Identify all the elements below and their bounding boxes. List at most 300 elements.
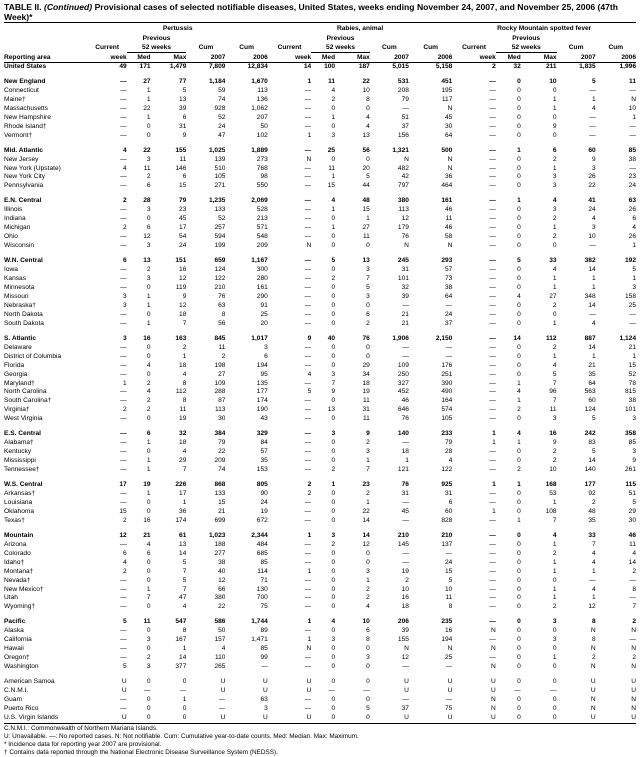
value-cell: 156 [397, 131, 409, 139]
value-cell: 1,670 [251, 77, 268, 85]
value-cell: 9 [307, 334, 312, 342]
value-cell: 2 [366, 594, 370, 602]
value-cell: 531 [397, 77, 409, 85]
value-cell: 377 [175, 663, 187, 671]
value-cell: 1 [552, 594, 557, 602]
value-cell: — [218, 696, 226, 703]
value-cell: 490 [441, 388, 453, 396]
cum-label: Cum [608, 44, 624, 52]
value-cell: 2 [517, 466, 521, 474]
value-cell: 0 [146, 498, 151, 506]
table-title [4, 2, 636, 22]
value-cell: — [304, 549, 312, 557]
table-row [4, 132, 636, 141]
table-row [4, 577, 636, 586]
value-cell: 1 [366, 576, 370, 584]
value-cell: 0 [517, 507, 521, 515]
value-cell: 13 [327, 406, 336, 414]
table-row [4, 380, 636, 389]
value-cell: 16 [143, 516, 151, 524]
value-cell: 57 [260, 448, 268, 456]
value-cell: — [304, 146, 312, 154]
value-cell: 0 [146, 645, 151, 653]
value-cell: 7 [591, 540, 596, 548]
value-cell: 1,479 [169, 63, 187, 70]
value-cell: 4 [146, 388, 151, 396]
value-cell: 11 [362, 397, 370, 405]
value-cell: 210 [441, 531, 453, 539]
value-cell: 1 [366, 457, 370, 465]
cum-2006-header: 2006 [596, 53, 636, 63]
value-cell: 0 [517, 498, 521, 506]
value-cell: — [489, 131, 496, 139]
value-cell: 1,062 [251, 104, 268, 112]
value-cell: 7 [331, 379, 336, 387]
value-cell: 63 [260, 696, 268, 703]
value-cell: 0 [146, 448, 151, 456]
value-cell: 7 [182, 466, 187, 474]
value-cell: 101 [397, 275, 409, 283]
cum-2007-header: 2007 [186, 53, 225, 63]
value-cell: — [489, 489, 496, 497]
value-cell: 0 [146, 576, 151, 584]
subheader-weeks-row [4, 43, 636, 53]
value-cell: 0 [517, 370, 521, 378]
reporting-area-cell: South Carolina† [4, 397, 52, 405]
value-cell: U [590, 678, 596, 686]
table-row [4, 705, 636, 714]
value-cell: 500 [441, 146, 453, 154]
value-cell: — [120, 627, 127, 635]
value-cell: 7 [366, 466, 370, 474]
value-cell: 78 [628, 379, 636, 387]
value-cell: 8 [448, 603, 453, 611]
value-cell: 245 [397, 257, 409, 265]
table-row [4, 147, 636, 156]
value-cell: 133 [214, 206, 226, 214]
value-cell: 5 [552, 370, 557, 378]
cum-2007-header: 2007 [370, 53, 409, 63]
value-cell: 21 [401, 319, 409, 327]
value-cell: 0 [146, 704, 151, 712]
value-cell: 5 [307, 388, 312, 396]
blank-cell [186, 34, 267, 43]
value-cell: N [404, 645, 409, 653]
value-cell: 58 [445, 233, 453, 241]
value-cell: 586 [214, 618, 226, 626]
value-cell: N [590, 663, 596, 671]
value-cell: 464 [441, 182, 453, 190]
value-cell: 0 [331, 603, 336, 611]
reporting-area-cell: W.N. Central [4, 257, 43, 265]
value-cell: 110 [214, 654, 226, 662]
value-cell: N [491, 663, 496, 671]
value-cell: 0 [517, 415, 521, 423]
value-cell: 1 [182, 498, 187, 506]
value-cell: 112 [545, 334, 557, 342]
value-cell: 0 [517, 275, 521, 283]
value-cell: 242 [584, 430, 596, 438]
value-cell: — [120, 397, 127, 405]
value-cell: 3 [146, 155, 151, 163]
value-cell: 13 [362, 131, 370, 139]
value-cell: 5 [366, 704, 370, 712]
value-cell: N [491, 645, 496, 653]
table-row [4, 481, 636, 490]
value-cell: 1 [517, 439, 521, 447]
value-cell: 0 [517, 233, 521, 241]
value-cell: 1 [366, 215, 370, 223]
value-cell: 0 [146, 283, 151, 291]
table-row [4, 397, 636, 406]
value-cell: 6 [123, 549, 127, 557]
value-cell: 49 [119, 63, 127, 70]
value-cell: 3 [632, 415, 636, 423]
reporting-area-cell: Arkansas† [4, 489, 36, 497]
value-cell: 29 [628, 507, 636, 515]
value-cell: 113 [257, 86, 268, 94]
value-cell: U [557, 714, 596, 723]
week-header: week [452, 53, 495, 63]
value-cell: 7 [182, 585, 187, 593]
value-cell: 0 [552, 645, 557, 653]
table-row [4, 645, 636, 654]
value-cell: 226 [175, 481, 187, 489]
value-cell: — [304, 406, 312, 414]
reporting-area-cell: New York (Upstate) [4, 164, 61, 172]
value-cell: 9 [591, 155, 596, 163]
value-cell: 45 [401, 507, 409, 515]
value-cell: 1 [307, 636, 312, 644]
value-cell: — [304, 206, 312, 214]
value-cell: 140 [397, 430, 409, 438]
value-cell: 46 [445, 224, 453, 232]
value-cell: — [120, 104, 127, 112]
value-cell: 3 [552, 206, 557, 214]
value-cell: 0 [517, 131, 521, 139]
value-cell: 122 [441, 466, 453, 474]
value-cell: 24 [218, 122, 226, 130]
table-row [4, 302, 636, 311]
value-cell: 210 [214, 283, 226, 291]
reporting-area-cell: Idaho† [4, 558, 25, 566]
table-row [4, 490, 636, 499]
reporting-area-cell: Montana† [4, 567, 34, 575]
value-cell: 10 [362, 86, 370, 94]
value-cell: 41 [588, 197, 596, 205]
value-cell: 0 [517, 182, 521, 190]
value-cell: 646 [397, 406, 409, 414]
value-cell: 89 [260, 627, 268, 635]
value-cell: — [120, 585, 127, 593]
value-cell: 0 [552, 576, 557, 584]
value-cell: 0 [331, 448, 336, 456]
value-cell: 9 [632, 457, 636, 465]
value-cell: 21 [628, 343, 636, 351]
value-cell: 0 [331, 567, 336, 575]
value-cell: 0 [331, 233, 336, 241]
value-cell: 31 [401, 489, 409, 497]
value-cell: — [120, 77, 127, 85]
value-cell: 1 [146, 457, 151, 465]
value-cell: — [304, 197, 312, 205]
value-cell: — [120, 131, 127, 139]
value-cell: 6 [632, 215, 636, 223]
reporting-area-cell: Colorado [4, 549, 31, 557]
value-cell: 207 [256, 113, 268, 121]
value-cell: — [402, 498, 409, 506]
reporting-area-cell: Pacific [4, 618, 26, 626]
value-cell: 327 [397, 379, 409, 387]
value-cell: 3 [552, 182, 557, 190]
table-row [4, 594, 636, 603]
value-cell: — [304, 266, 312, 274]
value-cell: — [304, 319, 312, 327]
value-cell: 63 [628, 197, 636, 205]
value-cell: 31 [362, 406, 370, 414]
value-cell: 76 [401, 415, 409, 423]
value-cell: 1 [591, 95, 596, 103]
value-cell: 4 [591, 104, 596, 112]
value-cell: 8 [591, 618, 596, 626]
value-cell: 7 [552, 379, 557, 387]
value-cell: 79 [445, 439, 453, 447]
value-cell: 11 [362, 415, 370, 423]
value-cell: — [489, 549, 496, 557]
reporting-area-cell: New England [4, 77, 46, 85]
value-cell: — [304, 95, 312, 103]
blank-cell [452, 34, 495, 43]
value-cell: 1 [591, 283, 596, 291]
value-cell: 1 [552, 498, 557, 506]
value-cell: 16 [549, 430, 557, 438]
value-cell: 0 [517, 594, 521, 602]
value-cell: 0 [552, 113, 557, 121]
value-cell: 25 [628, 301, 636, 309]
value-cell: 19 [260, 507, 268, 515]
value-cell: — [304, 233, 312, 241]
value-cell: 0 [366, 549, 370, 557]
value-cell: 11 [179, 406, 187, 414]
value-cell: — [304, 343, 312, 351]
value-cell: — [120, 242, 127, 250]
value-cell: 3 [366, 567, 370, 575]
value-cell: 547 [175, 618, 187, 626]
value-cell: — [489, 301, 496, 309]
cum-2006-header: 2006 [409, 53, 452, 63]
value-cell: 29 [179, 457, 187, 465]
table-row [4, 293, 636, 302]
value-cell: 44 [362, 182, 370, 190]
value-cell: 198 [214, 361, 226, 369]
value-cell: 384 [214, 430, 226, 438]
reporting-area-cell: Florida [4, 361, 25, 369]
value-cell: 5 [591, 77, 596, 85]
value-cell: 108 [545, 507, 557, 515]
value-cell: 0 [151, 714, 187, 723]
value-cell: 14 [513, 334, 521, 342]
value-cell: 1 [307, 531, 312, 539]
value-cell: 15 [362, 206, 370, 214]
value-cell: 18 [179, 310, 187, 318]
value-cell: 0 [146, 603, 151, 611]
value-cell: 2 [123, 224, 127, 232]
value-cell: 20 [362, 164, 370, 172]
value-cell: — [489, 636, 496, 644]
value-cell: 24 [179, 242, 187, 250]
value-cell: 2 [591, 498, 596, 506]
table-row [4, 508, 636, 517]
table-row [4, 114, 636, 123]
value-cell: 6 [146, 182, 151, 190]
value-cell: 0 [182, 704, 187, 712]
table-row [4, 714, 636, 723]
value-cell: — [304, 696, 312, 703]
value-cell: 11 [328, 164, 336, 172]
value-cell: 42 [401, 173, 409, 181]
value-cell: 390 [441, 379, 453, 387]
value-cell: 168 [545, 481, 557, 489]
value-cell: 12 [401, 654, 409, 662]
value-cell: 0 [517, 654, 521, 662]
value-cell: 56 [218, 319, 226, 327]
table-row [4, 233, 636, 242]
value-cell: — [445, 301, 453, 309]
value-cell: 12,834 [247, 63, 268, 70]
value-cell: — [120, 696, 127, 703]
value-cell: N [631, 704, 636, 712]
value-cell: 59 [218, 86, 226, 94]
value-cell: 4 [552, 197, 557, 205]
value-cell: 4 [123, 146, 127, 154]
value-cell: 5 [182, 86, 187, 94]
value-cell: 122 [214, 275, 226, 283]
value-cell: — [489, 215, 496, 223]
value-cell: 87 [218, 397, 226, 405]
value-cell: — [218, 704, 226, 712]
value-cell: 50 [260, 122, 268, 130]
value-cell: 33 [549, 257, 557, 265]
value-cell: 0 [517, 77, 521, 85]
value-cell: 0 [517, 489, 521, 497]
value-cell: U [452, 714, 495, 723]
value-cell: 0 [127, 714, 151, 723]
value-cell: — [304, 466, 312, 474]
value-cell: 26 [628, 233, 636, 241]
table-row [4, 696, 636, 705]
value-cell: 3 [331, 131, 336, 139]
value-cell: 22 [588, 182, 596, 190]
value-cell: 4 [591, 549, 596, 557]
value-cell: N [631, 696, 636, 703]
reporting-area-cell: Puerto Rico [4, 704, 39, 712]
reporting-area-cell: Mid. Atlantic [4, 146, 43, 154]
value-cell: U [88, 714, 127, 723]
table-row [4, 215, 636, 224]
value-cell: — [304, 663, 312, 671]
value-cell: 85 [260, 558, 268, 566]
value-cell: 1,023 [208, 531, 226, 539]
value-cell: 12 [362, 540, 370, 548]
value-cell: 0 [331, 576, 336, 584]
value-cell: 0 [517, 645, 521, 653]
value-cell: 0 [366, 301, 370, 309]
cum-2007-header: 2007 [557, 53, 596, 63]
value-cell: 8 [221, 310, 226, 318]
value-cell: N [590, 627, 596, 635]
value-cell: 1 [182, 696, 187, 703]
value-cell: 0 [331, 558, 336, 566]
value-cell: 37 [401, 122, 409, 130]
value-cell: 27 [143, 77, 151, 85]
reporting-area-cell: Ohio [4, 233, 18, 241]
footnotes [4, 725, 636, 757]
value-cell: — [304, 275, 312, 283]
footnote-legend: U: Unavailable. —: No reported cases. N: Not notifiable. Cum: Cumulative year-to-date counts. Med: Median. Max: Maximum. [4, 732, 359, 740]
value-cell: 2 [146, 379, 151, 387]
value-cell: 0 [552, 627, 557, 635]
value-cell: 0 [146, 507, 151, 515]
value-cell: 271 [214, 182, 226, 190]
value-cell: — [120, 576, 127, 584]
blank-cell [557, 34, 636, 43]
value-cell: 0 [366, 352, 370, 360]
value-cell: 11 [549, 406, 557, 414]
value-cell: 280 [256, 275, 268, 283]
value-cell: 13 [143, 257, 151, 265]
reporting-area-cell: Michigan [4, 224, 31, 232]
reporting-area-cell: Virginia† [4, 406, 30, 414]
value-cell: — [489, 319, 496, 327]
value-cell: 277 [214, 549, 226, 557]
value-cell: 177 [584, 481, 596, 489]
value-cell: 5 [632, 498, 636, 506]
reporting-area-cell: California [4, 636, 32, 644]
value-cell: — [489, 352, 496, 360]
value-cell: 5,015 [392, 63, 409, 70]
value-cell: N [404, 242, 409, 250]
value-cell: 2 [123, 197, 127, 205]
value-cell: — [589, 86, 596, 94]
value-cell: 1 [552, 558, 557, 566]
value-cell: 31 [179, 122, 187, 130]
cum-label: Cum [423, 44, 438, 52]
table-row [4, 87, 636, 96]
value-cell: — [489, 567, 496, 575]
value-cell: — [489, 242, 496, 250]
reporting-area-cell: U.S. Virgin Islands [4, 714, 88, 723]
value-cell: 98 [260, 173, 268, 181]
value-cell: 4 [591, 558, 596, 566]
value-cell: — [402, 663, 409, 671]
reporting-area-cell: Maine† [4, 95, 26, 103]
value-cell: 0 [331, 266, 336, 274]
value-cell: 5 [366, 283, 370, 291]
value-cell: 21 [218, 507, 226, 515]
value-cell: 26 [588, 173, 596, 181]
reporting-area-cell: Utah [4, 594, 18, 602]
value-cell: 133 [214, 489, 226, 497]
value-cell: 452 [397, 388, 409, 396]
value-cell: 8 [182, 627, 187, 635]
value-cell: 5 [591, 448, 596, 456]
value-cell: 11 [362, 233, 370, 241]
value-cell: — [304, 576, 312, 584]
value-cell: 12 [179, 301, 187, 309]
value-cell: 19 [143, 481, 151, 489]
value-cell: 1 [492, 430, 496, 438]
value-cell: — [120, 275, 127, 283]
